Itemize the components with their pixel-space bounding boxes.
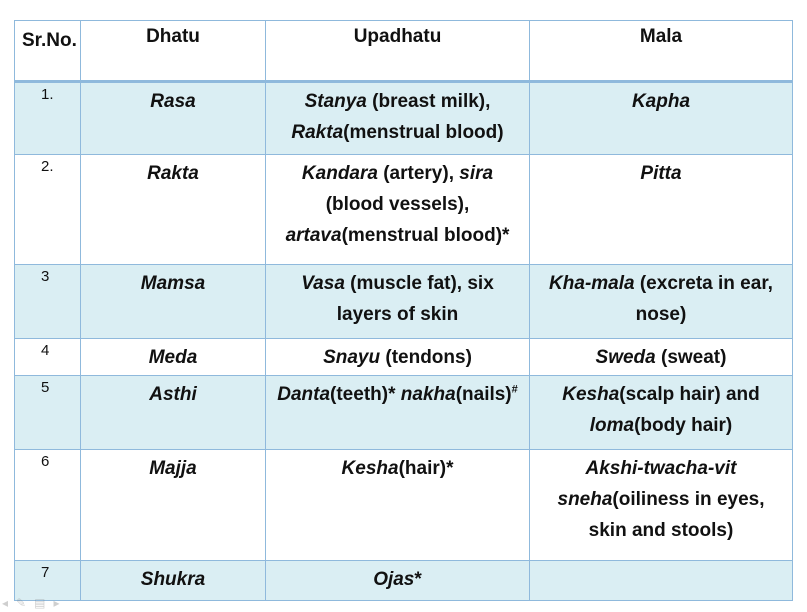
term-text: Vasa (301, 273, 345, 294)
mala-cell (530, 155, 793, 265)
cell-text: (blood vessels), (325, 194, 470, 215)
cell-text: (scalp hair) and (619, 384, 760, 405)
table-row (15, 376, 793, 450)
row-number: 5 (15, 376, 81, 450)
cell-text: (tendons) (380, 347, 472, 368)
mala-cell (530, 265, 793, 339)
term-text: Snayu (323, 347, 381, 368)
slide-toolbar (2, 596, 59, 610)
cell-text: (nails) (455, 384, 512, 405)
row-number: 6 (15, 450, 81, 561)
cell-text: (artery), (377, 163, 460, 184)
forward-icon[interactable]: ▸ (53, 596, 60, 610)
table-row (15, 82, 793, 155)
header-dhatu: Dhatu (81, 21, 266, 82)
term-text: Kha-mala (549, 273, 635, 294)
header-sr-no: Sr.No. (15, 21, 81, 82)
dhatu-cell: Rakta (81, 155, 266, 265)
dhatu-cell: Majja (81, 450, 266, 561)
row-number: 3 (15, 265, 81, 339)
back-icon[interactable]: ◂ (2, 596, 9, 610)
term-text: Ojas (373, 569, 415, 590)
table-row (15, 561, 793, 601)
pen-icon[interactable]: ✎ (16, 596, 27, 610)
upadhatu-cell (266, 450, 530, 561)
term-text: Rakta (291, 122, 344, 143)
term-text: Kandara (301, 163, 378, 184)
term-text: Akshi-twacha-vit sneha (557, 458, 737, 510)
cell-text: (oiliness in eyes, skin and stools) (588, 489, 765, 541)
header-upadhatu: Upadhatu (266, 21, 530, 82)
upadhatu-cell (266, 82, 530, 155)
mala-cell (530, 376, 793, 450)
cell-text: (teeth)* (330, 384, 401, 405)
cell-text: (breast milk), (366, 91, 491, 112)
menu-icon[interactable]: ▤ (34, 596, 46, 610)
table-row (15, 339, 793, 376)
mala-cell (530, 450, 793, 561)
mala-cell (530, 82, 793, 155)
row-number: 1. (15, 82, 81, 155)
dhatu-cell: Meda (81, 339, 266, 376)
dhatu-cell: Shukra (81, 561, 266, 601)
term-text: sira (459, 163, 494, 184)
term-text: Stanya (304, 91, 367, 112)
cell-text: (sweat) (655, 347, 727, 368)
upadhatu-cell (266, 155, 530, 265)
term-text: artava (285, 225, 342, 246)
upadhatu-cell (266, 339, 530, 376)
cell-text: (menstrual blood) (343, 122, 504, 143)
row-number: 7 (15, 561, 81, 601)
superscript-mark: # (511, 383, 518, 396)
term-text: Danta (277, 384, 331, 405)
cell-text: (hair)* (398, 458, 454, 479)
dhatu-cell: Rasa (81, 82, 266, 155)
cell-text: (menstrual blood)* (341, 225, 510, 246)
row-number: 2. (15, 155, 81, 265)
term-text: Pitta (640, 163, 682, 184)
dhatu-cell: Asthi (81, 376, 266, 450)
header-row (15, 21, 793, 82)
term-text: Kapha (631, 91, 691, 112)
dhatu-cell: Mamsa (81, 265, 266, 339)
ayurveda-table-container (14, 20, 793, 601)
mala-cell (530, 339, 793, 376)
mala-cell (530, 561, 793, 601)
table-row (15, 450, 793, 561)
cell-text: * (414, 569, 422, 590)
table-row (15, 265, 793, 339)
row-number: 4 (15, 339, 81, 376)
cell-text: (body hair) (634, 415, 733, 436)
term-text: nakha (400, 384, 456, 405)
upadhatu-cell (266, 265, 530, 339)
upadhatu-cell (266, 561, 530, 601)
term-text: Kesha (341, 458, 399, 479)
upadhatu-cell (266, 376, 530, 450)
term-text: Kesha (562, 384, 620, 405)
cell-text: (muscle fat), six layers of skin (336, 273, 494, 325)
header-mala: Mala (530, 21, 793, 82)
dhatu-table (14, 20, 793, 601)
term-text: Sweda (595, 347, 656, 368)
cell-text: (excreta in ear, nose) (634, 273, 773, 325)
term-text: loma (589, 415, 635, 436)
table-row (15, 155, 793, 265)
